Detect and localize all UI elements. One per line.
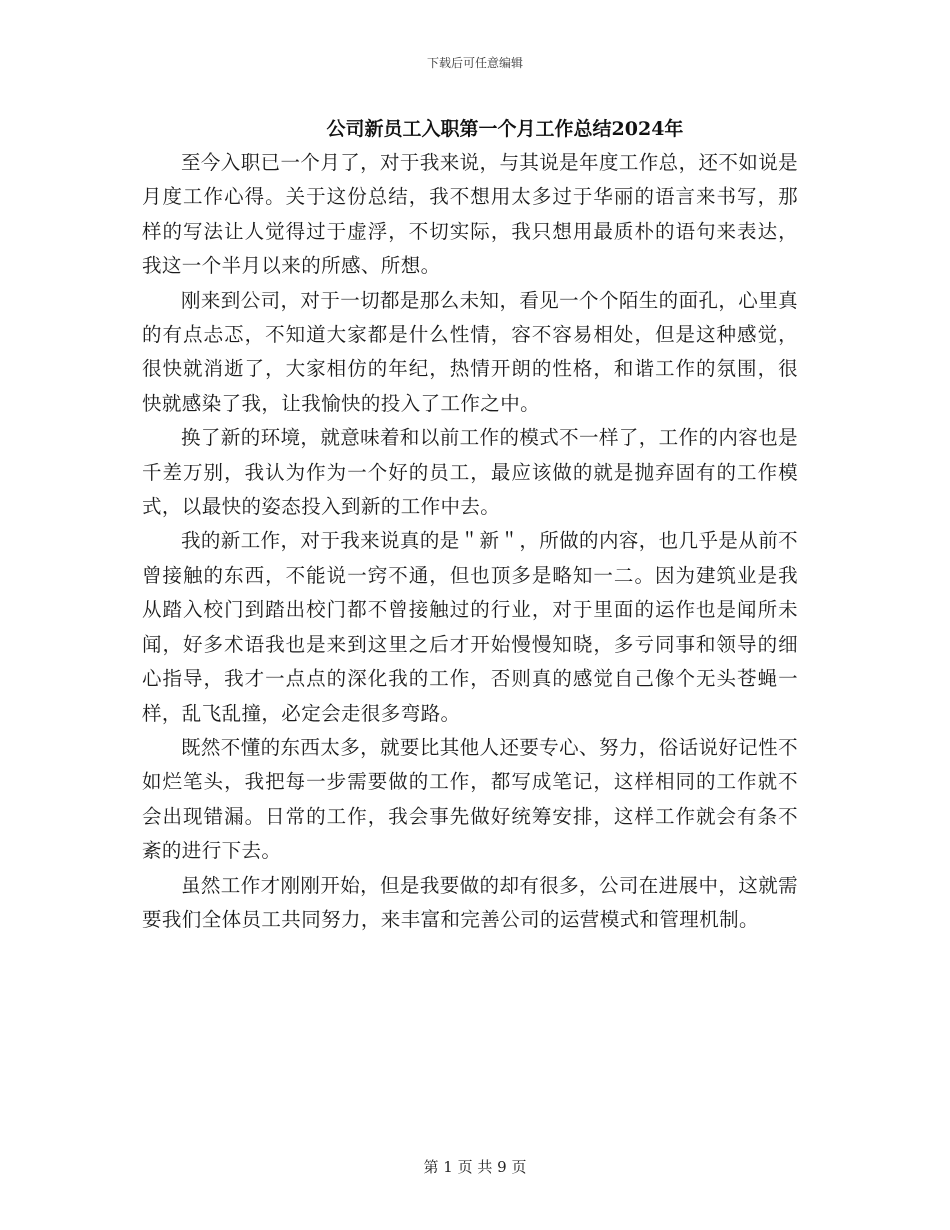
page-header-note: 下载后可任意编辑	[426, 56, 523, 70]
document-title: 公司新员工入职第一个月工作总结2024年	[326, 118, 684, 140]
paragraph-5: 既然不懂的东西太多，就要比其他人还要专心、努力，俗话说好记性不如烂笔头，我把每一步需要做的工作，都写成笔记，这样相同的工作就不会出现错漏。日常的工作，我会事先做好统筹安排，这样工作就会有条不紊的进行下去。	[142, 735, 798, 863]
page-number: 第 1 页 共 9 页	[423, 1158, 527, 1176]
paragraph-6: 虽然工作才刚刚开始，但是我要做的却有很多，公司在进展中，这就需要我们全体员工共同努力，来丰富和完善公司的运营模式和管理机制。	[142, 873, 798, 931]
paragraph-2: 刚来到公司，对于一切都是那么未知，看见一个个陌生的面孔，心里真的有点忐忑，不知道大家都是什么性情，容不容易相处，但是这种感觉，很快就消逝了，大家相仿的年纪，热情开朗的性格，和谐工作的氛围，很快就感染了我，让我愉快的投入了工作之中。	[142, 288, 798, 415]
paragraph-3: 换了新的环境，就意味着和以前工作的模式不一样了，工作的内容也是千差万别，我认为作为一个好的员工，最应该做的就是抛弃固有的工作模式，以最快的姿态投入到新的工作中去。	[142, 426, 798, 519]
paragraph-4: 我的新工作，对于我来说真的是＂新＂，所做的内容，也几乎是从前不曾接触的东西，不能说一窍不通，但也顶多是略知一二。因为建筑业是我从踏入校门到踏出校门都不曾接触过的行业，对于里面的运作也是闻所未闻，好多术语我也是来到这里之后才开始慢慢知晓，多亏同事和领导的细心指导，我才一点点的深化我的工作，否则真的感觉自己像个无头苍蝇一样，乱飞乱撞，必定会走很多弯路。	[142, 529, 798, 725]
document-body	[142, 146, 798, 937]
paragraph-1: 至今入职已一个月了，对于我来说，与其说是年度工作总，还不如说是月度工作心得。关于这份总结，我不想用太多过于华丽的语言来书写，那样的写法让人觉得过于虚浮，不切实际，我只想用最质朴的语句来表达，我这一个半月以来的所感、所想。	[142, 151, 798, 278]
